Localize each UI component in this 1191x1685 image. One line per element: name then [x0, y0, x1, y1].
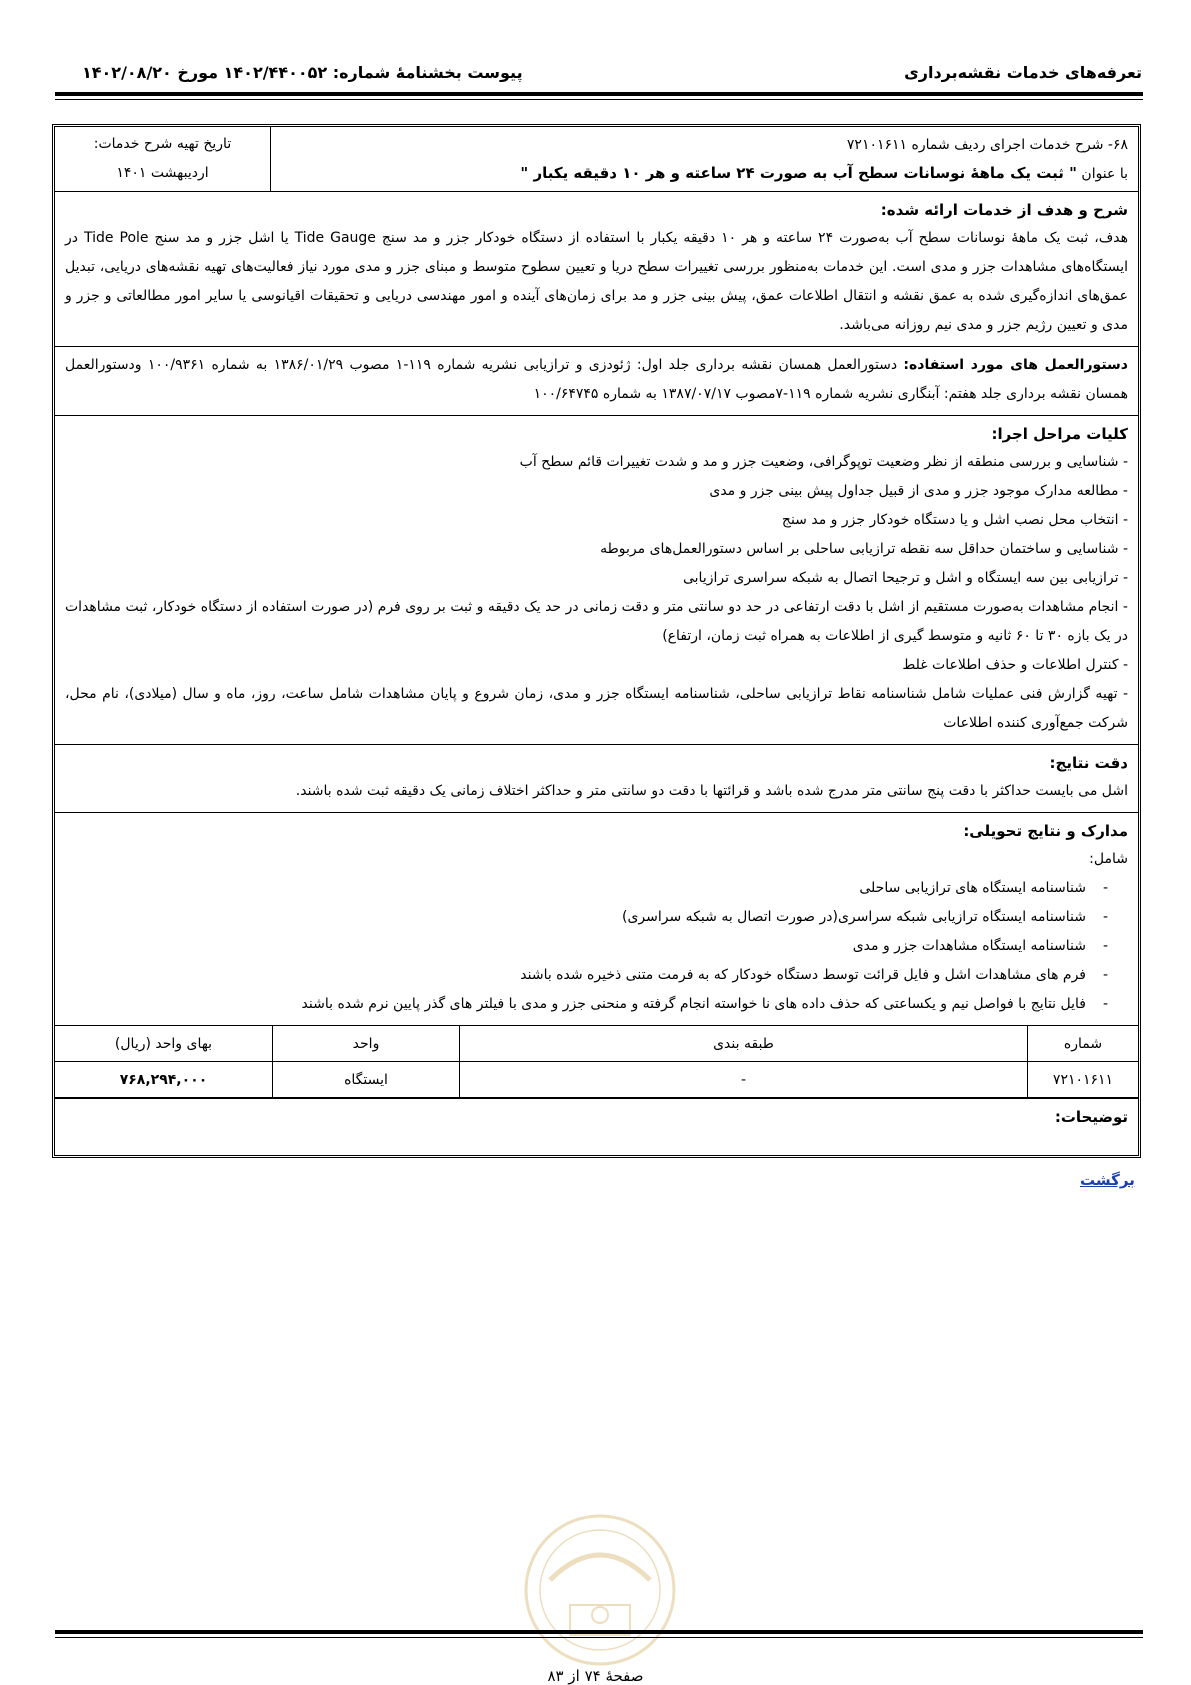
price-table-header-row — [55, 1026, 1138, 1062]
service-row-number: ۶۸- شرح خدمات اجرای ردیف شماره ۷۲۱۰۱۶۱۱ — [846, 137, 1128, 153]
deliverables-list — [65, 874, 1128, 1019]
instructions-section — [55, 347, 1138, 416]
service-description-frame — [52, 124, 1141, 1158]
notes-title: توضیحات: — [1054, 1108, 1128, 1126]
header-rule-thin — [55, 99, 1143, 100]
circular-reference: پیوست بخشنامهٔ شماره: ۱۴۰۲/۴۴۰۰۵۲ مورخ ۱۴۰۲/۰۸/۲۰ — [82, 62, 523, 82]
cell-price: ۷۶۸,۲۹۴,۰۰۰ — [55, 1062, 273, 1098]
deliverable-item: - فرم های مشاهدات اشل و فایل قرائت توسط دستگاه خودکار که به فرمت متنی ذخیره شده باشند — [65, 961, 1108, 990]
goal-text: هدف، ثبت یک ماههٔ نوسانات سطح آب به‌صورت ۲۴ ساعته و هر ۱۰ دقیقه یکبار با استفاده از دستگاه خودکار جزر و مد سنج Tide Gauge یا اشل جزر و مد سنج Tide Pole در ایستگاه‌های مشاهدات جزر و مدی است. این خدمات به‌منظور بررسی تغییرات سطح دریا و تعیین سطوح متوسط و مبنای جزر و مدی مورد نیاز فعالیت‌های تهیه نقشه‌های دریایی، تبدیل عمق‌های اندازه‌گیری شده به عمق نقشه و انتقال اطلاعات عمق، پیش بینی جزر و مد برای زمان‌های آینده و امور مهندسی دریایی و تحقیقات اقیانوسی یا سایر امور مطالعاتی و جزر و مدی و تعیین رژیم جزر و مدی نیم روزانه می‌باشد. — [65, 230, 1128, 333]
step-item: - کنترل اطلاعات و حذف اطلاعات غلط — [902, 657, 1128, 673]
accuracy-section — [55, 745, 1138, 813]
header-unit: واحد — [273, 1026, 460, 1062]
step-item: - مطالعه مدارک موجود جزر و مدی از قبیل جداول پیش بینی جزر و مدی — [709, 483, 1128, 499]
step-item: - تهیه گزارش فنی عملیات شامل شناسنامه نقاط ترازیابی ساحلی، شناسنامه ایستگاه جزر و مدی، زمان شروع و پایان مشاهدات شامل ساعت، روز، ماه و سال (میلادی)، نام محل، شرکت جمع‌آوری کننده اطلاعات — [65, 686, 1128, 731]
preparation-date-cell — [55, 127, 271, 191]
step-item: - شناسایی و بررسی منطقه از نظر وضعیت توپوگرافی، وضعیت جزر و مد و شدت تغییرات قائم سطح آب — [519, 454, 1128, 470]
service-title-line — [281, 159, 1128, 188]
step-item: - ترازیابی بین سه ایستگاه و اشل و ترجیحا اتصال به شبکه سراسری ترازیابی — [682, 570, 1128, 586]
price-table — [55, 1026, 1138, 1098]
price-table-row — [55, 1062, 1138, 1098]
header-price: بهای واحد (ریال) — [55, 1026, 273, 1062]
deliverables-title: مدارک و نتایج تحویلی: — [963, 822, 1128, 840]
deliverables-section — [55, 813, 1138, 1026]
service-title-cell — [271, 127, 1138, 191]
document-title: تعرفه‌های خدمات نقشه‌برداری — [904, 62, 1142, 82]
deliverables-intro: شامل: — [1089, 851, 1128, 867]
step-item: - شناسایی و ساختمان حداقل سه نقطه ترازیابی ساحلی بر اساس دستورالعمل‌های مربوطه — [600, 541, 1128, 557]
deliverable-item: - فایل نتایج با فواصل نیم و یکساعتی که حذف داده های نا خواسته انجام گرفته و منحنی جزر و مدی با فیلتر های گذر پایین نرم شده باشند — [65, 990, 1108, 1019]
cell-category: - — [460, 1062, 1028, 1098]
preparation-date-label: تاریخ تهیه شرح خدمات: — [93, 136, 232, 152]
footer-rule-thick — [55, 1630, 1143, 1634]
page-header — [82, 58, 1142, 86]
footer-rule-thin — [55, 1637, 1143, 1638]
deliverable-item: - شناسنامه ایستگاه مشاهدات جزر و مدی — [65, 932, 1108, 961]
goal-section — [55, 192, 1138, 347]
goal-title: شرح و هدف از خدمات ارائه شده: — [880, 201, 1128, 219]
instructions-text: دستورالعمل همسان نقشه برداری جلد اول: ژئودزی و ترازیابی نشریه شماره ۱۱۹-۱ مصوب ۱۳۸۶/۰۱/۲۹ به شماره ۱۰۰/۹۳۶۱ ودستورالعمل همسان نقشه برداری جلد هفتم: آبنگاری نشریه شماره ۱۱۹-۷مصوب ۱۳۸۷/۰۷/۱۷ به شماره ۱۰۰/۶۴۷۴۵ — [65, 357, 1128, 402]
title-prefix: با عنوان — [1081, 166, 1128, 182]
accuracy-title: دقت نتایج: — [1049, 754, 1128, 772]
step-item: - انجام مشاهدات به‌صورت مستقیم از اشل با دقت ارتفاعی در حد دو سانتی متر و دقت زمانی در حد یک دقیقه و ثبت بر روی فرم (در صورت استفاده از دستگاه خودکار، ثبت مشاهدات در یک بازه ۳۰ تا ۶۰ ثانیه و متوسط گیری از اطلاعات به همراه ثبت زمان، ارتفاع) — [65, 599, 1128, 644]
step-item: - انتخاب محل نصب اشل و یا دستگاه خودکار جزر و مد سنج — [781, 512, 1128, 528]
notes-section — [55, 1099, 1138, 1155]
header-rule-thick — [55, 92, 1143, 96]
accuracy-text: اشل می بایست حداکثر با دقت پنج سانتی متر مدرج شده باشد و قرائتها با دقت دو سانتی متر و حداکثر اختلاف زمانی یک دقیقه ثبت شده باشند. — [295, 783, 1128, 799]
preparation-date-value: اردیبهشت ۱۴۰۱ — [116, 165, 209, 181]
steps-section — [55, 416, 1138, 745]
steps-title: کلیات مراحل اجرا: — [991, 425, 1128, 443]
instructions-title: دستورالعمل های مورد استفاده: — [903, 357, 1128, 373]
service-title-row — [55, 127, 1138, 192]
service-title: " ثبت یک ماههٔ نوسانات سطح آب به صورت ۲۴ ساعته و هر ۱۰ دقیقه یکبار " — [520, 164, 1077, 182]
deliverable-item: - شناسنامه ایستگاه ترازیابی شبکه سراسری(در صورت اتصال به شبکه سراسری) — [65, 903, 1108, 932]
back-link[interactable]: برگشت — [1080, 1171, 1135, 1189]
page-number: صفحهٔ ۷۴ از ۸۳ — [547, 1667, 644, 1685]
header-category: طبقه بندی — [460, 1026, 1028, 1062]
deliverable-item: - شناسنامه ایستگاه های ترازیابی ساحلی — [65, 874, 1108, 903]
cell-unit: ایستگاه — [273, 1062, 460, 1098]
cell-number: ۷۲۱۰۱۶۱۱ — [1028, 1062, 1139, 1098]
seal-logo-icon — [520, 1510, 680, 1670]
price-section — [55, 1026, 1138, 1099]
header-number: شماره — [1028, 1026, 1139, 1062]
